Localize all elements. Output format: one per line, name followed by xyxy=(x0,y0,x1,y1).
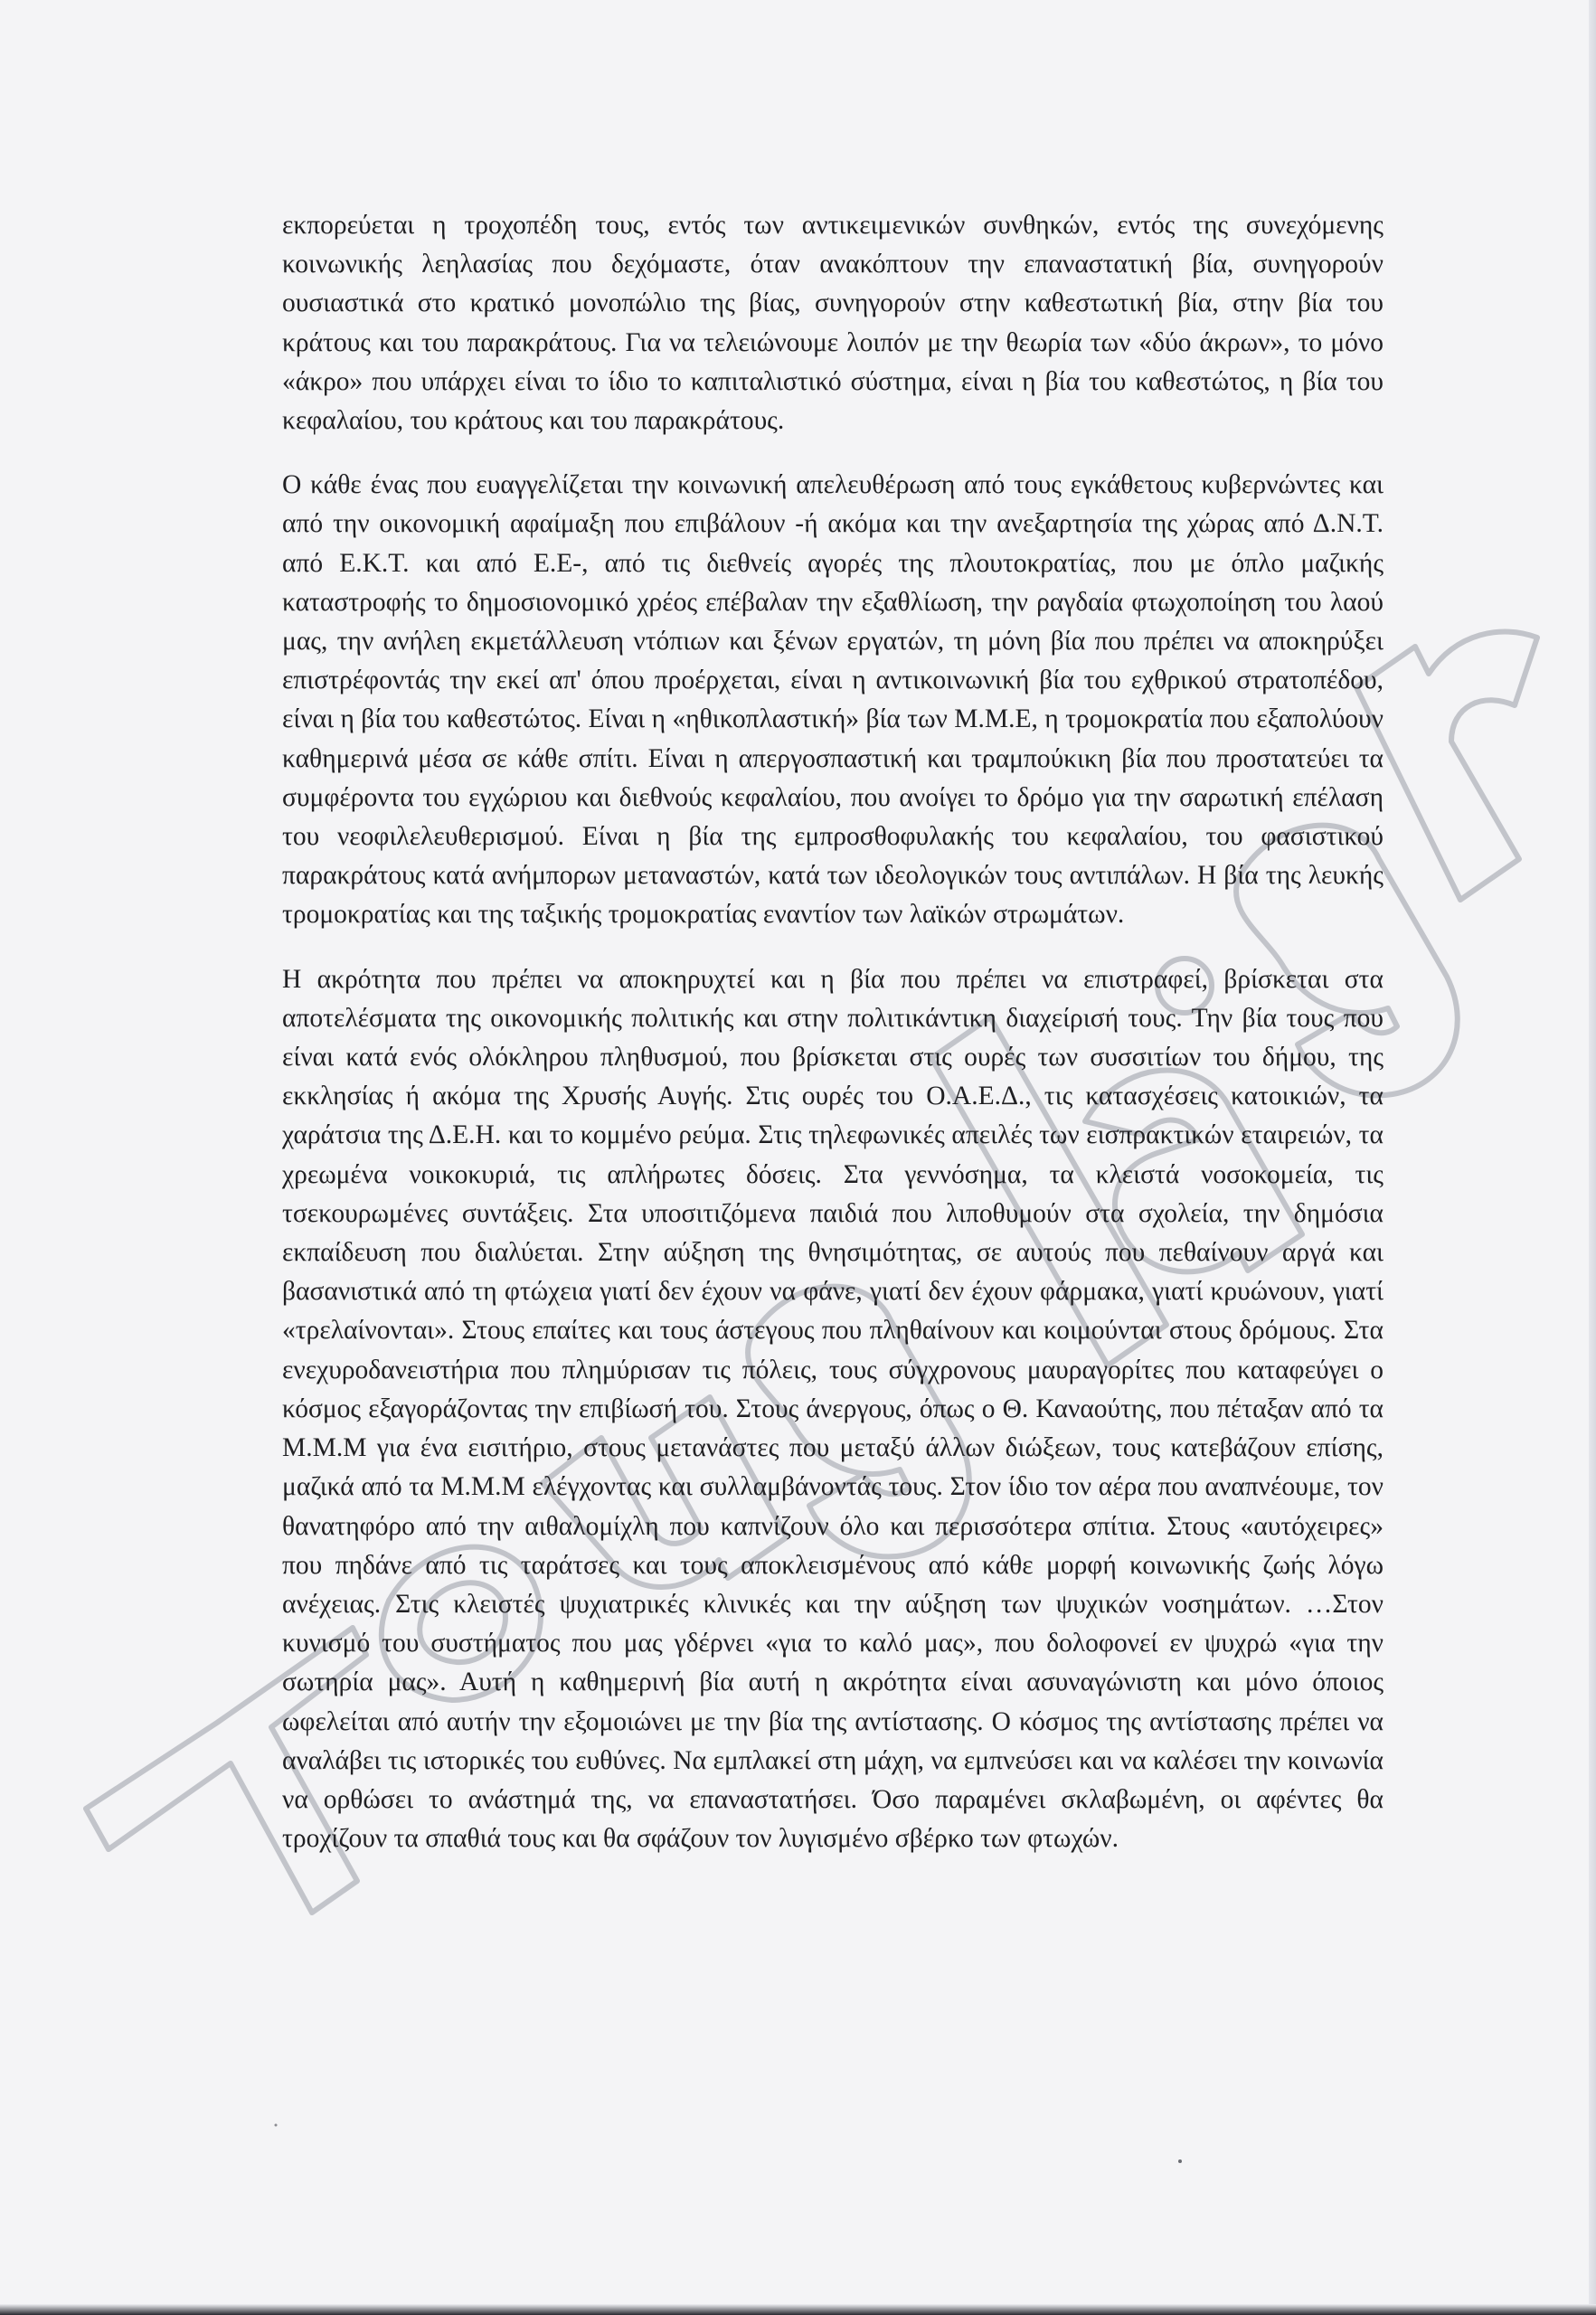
paragraph-2: Ο κάθε ένας που ευαγγελίζεται την κοινωνική απελευθέρωση από τους εγκάθετους κυβερνώντες και από την οικονομική αφαίμαξη που επιβάλουν -ή ακόμα και την ανεξαρτησία της χώρας από Δ.Ν.Τ. από Ε.Κ.Τ. και από Ε.Ε-, από τις διεθνείς αγορές της πλουτοκρατίας, που με όπλο μαζικής καταστροφής το δημοσιονομικό χρέος επέβαλαν την εξαθλίωση, την ραγδαία φτωχοποίηση του λαού μας, την ανήλεη εκμετάλλευση ντόπιων και ξένων εργατών, τη μόνη βία που πρέπει να αποκηρύξει επιστρέφοντάς την εκεί απ' όπου προέρχεται, είναι η αντικοινωνική βία του εχθρικού στρατοπέδου, είναι η βία του καθεστώτος. Είναι η «ηθικοπλαστική» βία των Μ.Μ.Ε, η τρομοκρατία που εξαπολύουν καθημερινά μέσα σε κάθε σπίτι. Είναι η απεργοσπαστική και τραμπούκικη βία που προστατεύει τα συμφέροντα του εγχώριου και διεθνούς κεφαλαίου, που ανοίγει το δρόμο για την σαρωτική επέλαση του νεοφιλελευθερισμού. Είναι η βία της εμπροσθοφυλακής του κεφαλαίου, του φασιστικού παρακράτους κατά ανήμπορων μεταναστών, κατά των ιδεολογικών τους αντιπάλων. Η βία της λευκής τρομοκρατίας και της ταξικής τρομοκρατίας εναντίον των λαϊκών στρωμάτων. xyxy=(282,470,1384,930)
document-body xyxy=(282,206,1384,1858)
paragraph-3: Η ακρότητα που πρέπει να αποκηρυχτεί και η βία που πρέπει να επιστραφεί, βρίσκεται στα αποτελέσματα της οικονομικής πολιτικής και στην πολιτικάντικη διαχείρισή τους. Την βία τους που είναι κατά ενός ολόκληρου πληθυσμού, που βρίσκεται στις ουρές των συσσιτίων του δήμου, της εκκλησίας ή ακόμα της Χρυσής Αυγής. Στις ουρές του Ο.Α.Ε.Δ., τις κατασχέσεις κατοικιών, τα χαράτσια της Δ.Ε.Η. και το κομμένο ρεύμα. Στις τηλεφωνικές απειλές των εισπρακτικών εταιρειών, τα χρεωμένα νοικοκυριά, τις απλήρωτες δόσεις. Στα γεννόσημα, τα κλειστά νοσοκομεία, τις τσεκουρωμένες συντάξεις. Στα υποσιτιζόμενα παιδιά που λιποθυμούν στα σχολεία, την δημόσια εκπαίδευση που διαλύεται. Στην αύξηση της θνησιμότητας, σε αυτούς που πεθαίνουν αργά και βασανιστικά από τη φτώχεια γιατί δεν έχουν να φάνε, γιατί δεν έχουν φάρμακα, γιατί κρυώνουν, γιατί «τρελαίνονται». Στους επαίτες και τους άστεγους που πληθαίνουν και κοιμούνται στους δρόμους. Στα ενεχυροδανειστήρια που πλημύρισαν τις πόλεις, τους σύγχρονους μαυραγορίτες που καταφεύγει ο κόσμος εξαγοράζοντας την επιβίωσή του. Στους άνεργους, όπως ο Θ. Καναούτης, που πέταξαν από τα Μ.Μ.Μ για ένα εισιτήριο, στους μετανάστες που μεταξύ άλλων διώξεων, τους κατεβάζουν επίσης, μαζικά από τα Μ.Μ.Μ ελέγχοντας και συλλαμβάνοντάς τους. Στον ίδιο τον αέρα που αναπνέουμε, τον θανατηφόρο από την αιθαλομίχλη που καπνίζουν όλο και περισσότερα σπίτια. Στους «αυτόχειρες» που πηδάνε από τις ταράτσες και τους αποκλεισμένους από κάθε μορφή κοινωνικής ζωής λόγω ανέχειας. Στις κλειστές ψυχιατρικές κλινικές και την αύξηση των ψυχικών νοσημάτων. …Στον κυνισμό του συστήματος που μας γδέρνει «για το καλό μας», που δολοφονεί εν ψυχρώ «για την σωτηρία μας». Αυτή η καθημερινή βία αυτή η ακρότητα είναι ασυναγώνιστη και μόνο όποιος ωφελείται από αυτήν την εξομοιώνει με την βία της αντίστασης. Ο κόσμος της αντίστασης πρέπει να αναλάβει τις ιστορικές του ευθύνες. Να εμπλακεί στη μάχη, να εμπνεύσει και να καλέσει την κοινωνία να ορθώσει το ανάστημά της, να επαναστατήσει. Όσο παραμένει σκλαβωμένη, οι αφέντες θα τροχίζουν τα σπαθιά τους και θα σφάζουν τον λυγισμένο σβέρκο των φτωχών. xyxy=(282,964,1384,1854)
paragraph-1: εκπορεύεται η τροχοπέδη τους, εντός των αντικειμενικών συνθηκών, εντός της συνεχόμενης κοινωνικής λεηλασίας που δεχόμαστε, όταν ανακόπτουν την επαναστατική βία, συνηγορούν ουσιαστικά στο κρατικό μονοπώλιο της βίας, συνηγορούν στην καθεστωτική βία, στην βία του κράτους και του παρακράτους. Για να τελειώνουμε λοιπόν με την θεωρία των «δύο άκρων», το μόνο «άκρο» που υπάρχει είναι το ίδιο το καπιταλιστικό σύστημα, είναι η βία του καθεστώτος, η βία του κεφαλαίου, του κράτους και του παρακράτους. xyxy=(282,211,1384,436)
page-edge-right xyxy=(1589,0,1596,2315)
page-edge-bottom xyxy=(0,2304,1596,2315)
